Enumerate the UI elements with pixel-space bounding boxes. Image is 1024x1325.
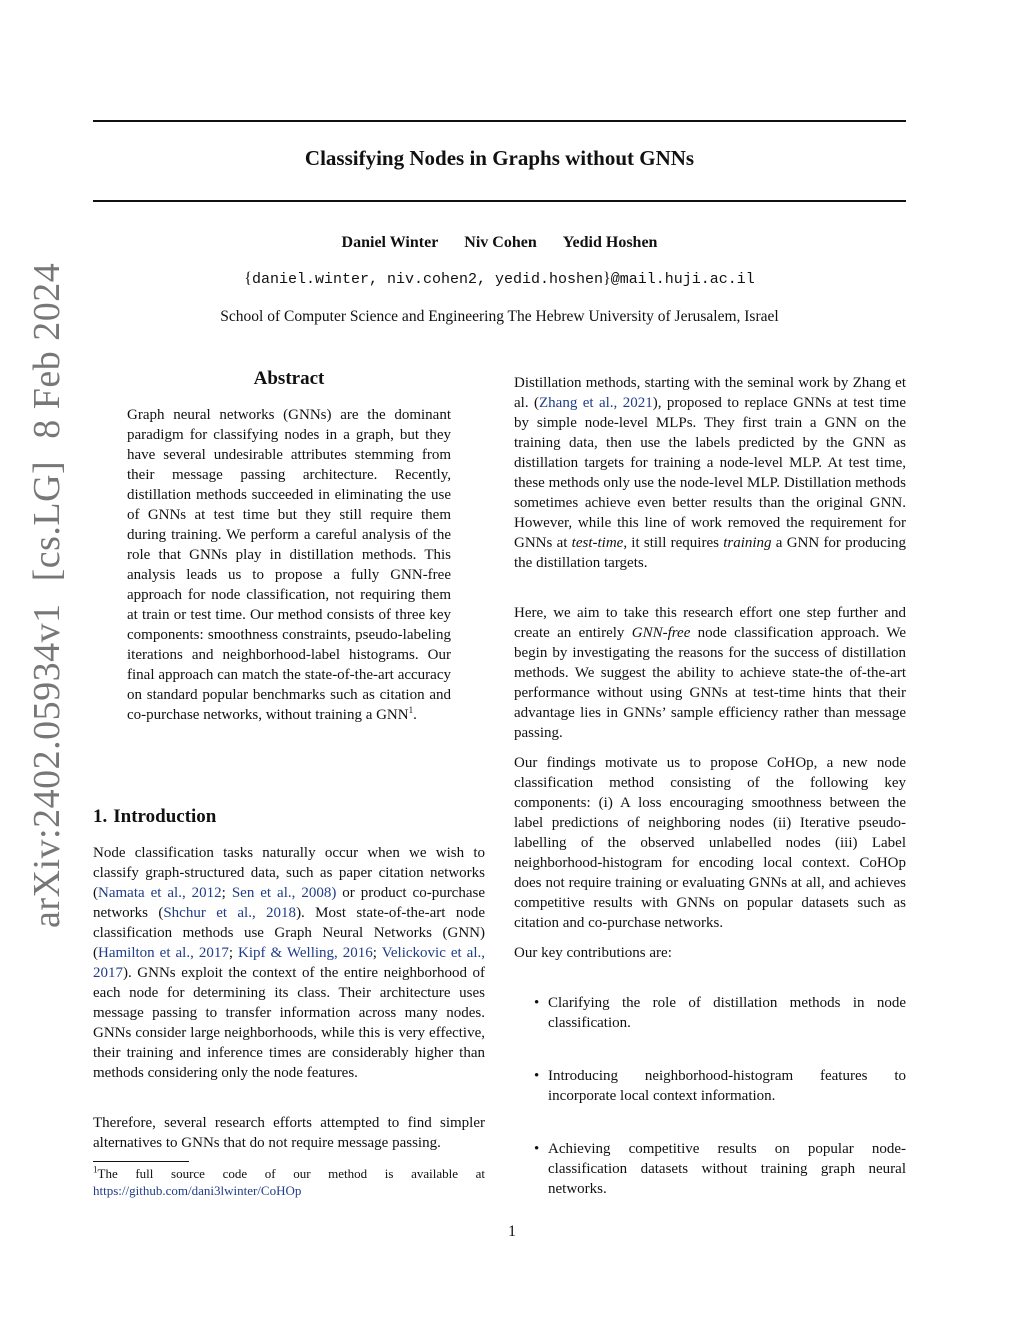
abstract-heading: Abstract bbox=[253, 368, 325, 389]
abstract-body: Graph neural networks (GNNs) are the dominant paradigm for classifying nodes in a graph, but they have several undesirable attributes stemming from their message passing architecture. Recently, distillation methods succeeded in eliminating the use of GNNs at test time but they still require them during training. We perform a careful analysis of the role that GNNs play in distillation methods. This analysis leads us to propose a fully GNN-free approach for node classification, not requiring them at train or test time. Our method consists of three key components: smoothness constraints, pseudo-labeling iterations and neighborhood-label histograms. Our final approach can match the state-of-the-art accuracy on standard popular benchmarks such as citation and co-purchase networks, without training a GNN bbox=[127, 407, 451, 723]
text-run: or product co-purchase networks ( bbox=[93, 885, 485, 921]
list-item-text: Achieving competitive results on popular node-classification datasets without training graph neural networks. bbox=[548, 1141, 906, 1197]
citation-link[interactable]: Hamilton et al., 2017 bbox=[98, 945, 229, 961]
email-close-brace: } bbox=[603, 270, 611, 287]
text-run: Node classification tasks naturally occur when we wish to classify graph-structured data, such as paper citation networks ( bbox=[93, 845, 485, 901]
text-run: Here, we aim to take this research effort one step further and create an entirely bbox=[514, 605, 906, 641]
author-name: Niv Cohen bbox=[464, 234, 537, 251]
source-code-link[interactable]: https://github.com/dani3lwinter/CoHOp bbox=[93, 1183, 302, 1198]
title-top-rule bbox=[93, 120, 906, 122]
email-names: daniel.winter, niv.cohen2, yedid.hoshen bbox=[251, 271, 604, 288]
emphasis: training bbox=[723, 535, 772, 551]
arxiv-id: arXiv:2402.05934v1 bbox=[26, 603, 68, 928]
text-run: ; bbox=[221, 885, 232, 901]
footnote-rule bbox=[93, 1161, 189, 1162]
bullet-dot: • bbox=[534, 1068, 540, 1084]
list-item-text: Clarifying the role of distillation methods in node classification. bbox=[548, 995, 906, 1031]
affiliation: School of Computer Science and Engineering The Hebrew University of Jerusalem, Israel bbox=[220, 308, 779, 325]
emphasis: GNN-free bbox=[631, 625, 691, 641]
email-domain: @mail.huji.ac.il bbox=[610, 271, 755, 288]
intro-paragraph-2: Therefore, several research efforts attempted to find simpler alternatives to GNNs that do not require message passing. bbox=[93, 1115, 485, 1151]
email-open-brace: { bbox=[244, 270, 252, 287]
intro-paragraph-1 bbox=[93, 843, 485, 1083]
arxiv-date: 8 Feb 2024 bbox=[26, 262, 68, 439]
bullet-dot: • bbox=[534, 995, 540, 1011]
emphasis: test-time bbox=[571, 535, 624, 551]
list-item-text: Introducing neighborhood-histogram features to incorporate local context information. bbox=[548, 1068, 906, 1104]
right-paragraph-1 bbox=[514, 373, 906, 573]
citation-link[interactable]: Shchur et al., 2018 bbox=[163, 905, 297, 921]
author-list bbox=[93, 234, 906, 252]
author-emails bbox=[93, 270, 906, 288]
text-run: ). Most state-of-the-art node classification methods use Graph Neural Networks (GNN) ( bbox=[93, 905, 485, 961]
citation-link[interactable]: Namata et al., 2012 bbox=[98, 885, 222, 901]
footnote-text: The full source code of our method is available at bbox=[97, 1166, 485, 1181]
list-item bbox=[514, 1066, 906, 1106]
text-run: ), proposed to replace GNNs at test time by simple node-level MLPs. They first train a GNN on the training data, then use the labels predicted by the GNN as distillation targets for training a node-level MLP. At test time, these methods only use the node-level MLP. Distillation methods sometimes achieve even better results than the original GNN. However, while this line of work removed the requirement for GNNs at bbox=[514, 395, 906, 551]
text-run: ; bbox=[228, 945, 239, 961]
list-item bbox=[514, 1139, 906, 1199]
citation-link[interactable]: Kipf & Welling, 2016 bbox=[238, 945, 373, 961]
contributions-list bbox=[514, 993, 906, 1199]
abstract-end: . bbox=[413, 707, 417, 723]
text-run: node classification approach. We begin by investigating the reasons for the success of distillation methods. We suggest the ability to achieve state-the of-the-art performance without using GNNs at test-time hints that their advantage lies in GNNs’ sample efficiency rather than message passing. bbox=[514, 625, 907, 741]
section-number: 1. bbox=[93, 806, 108, 827]
citation-link[interactable]: Sen et al., 2008) bbox=[231, 885, 337, 901]
abstract-text bbox=[127, 405, 451, 725]
author-name: Yedid Hoshen bbox=[562, 234, 658, 251]
arxiv-category: [cs.LG] bbox=[26, 460, 68, 582]
citation-link[interactable]: Zhang et al., 2021 bbox=[539, 395, 653, 411]
list-item bbox=[514, 993, 906, 1033]
right-paragraph-3: Our findings motivate us to propose CoHOp, a new node classification method consisting of the following key components: (i) A loss encouraging smoothness between the label predictions of neighboring nodes (ii) Iterative pseudo-labelling of the observed unlabelled nodes (iii) Label neighborhood-histogram for encoding local context. CoHOp does not require training or evaluating GNNs at all, and achieves competitive results with GNNs on popular datasets such as citation and co-purchase networks. bbox=[514, 755, 906, 931]
right-paragraph-4: Our key contributions are: bbox=[514, 945, 672, 961]
page-number: 1 bbox=[508, 1223, 516, 1240]
text-run: Distillation methods, starting with the seminal work by Zhang et al. ( bbox=[514, 375, 906, 411]
paper-title: Classifying Nodes in Graphs without GNNs bbox=[304, 146, 695, 170]
citation-link[interactable]: Velickovic et al., 2017 bbox=[93, 945, 486, 981]
section-title: Introduction bbox=[113, 806, 217, 827]
footnote-ref[interactable]: 1 bbox=[408, 705, 414, 715]
text-run: ; bbox=[372, 945, 382, 961]
bullet-dot: • bbox=[534, 1141, 540, 1157]
footnote bbox=[93, 1165, 485, 1199]
footnote-mark: 1 bbox=[93, 1164, 98, 1175]
text-run: a GNN for producing the distillation targets. bbox=[514, 535, 906, 571]
title-bottom-rule bbox=[93, 200, 906, 202]
text-run: , it still requires bbox=[623, 535, 724, 551]
arxiv-watermark bbox=[25, 262, 69, 928]
author-name: Daniel Winter bbox=[341, 234, 439, 251]
section-heading-introduction bbox=[93, 806, 222, 828]
right-paragraph-2 bbox=[514, 603, 906, 743]
text-run: ). GNNs exploit the context of the entire neighborhood of each node for determining its class. Their architecture uses message passing to transfer information across many nodes. GNNs consider large neighborhoods, while this is very effective, their training and inference times are considerably higher than methods considering only the node features. bbox=[93, 965, 485, 1081]
